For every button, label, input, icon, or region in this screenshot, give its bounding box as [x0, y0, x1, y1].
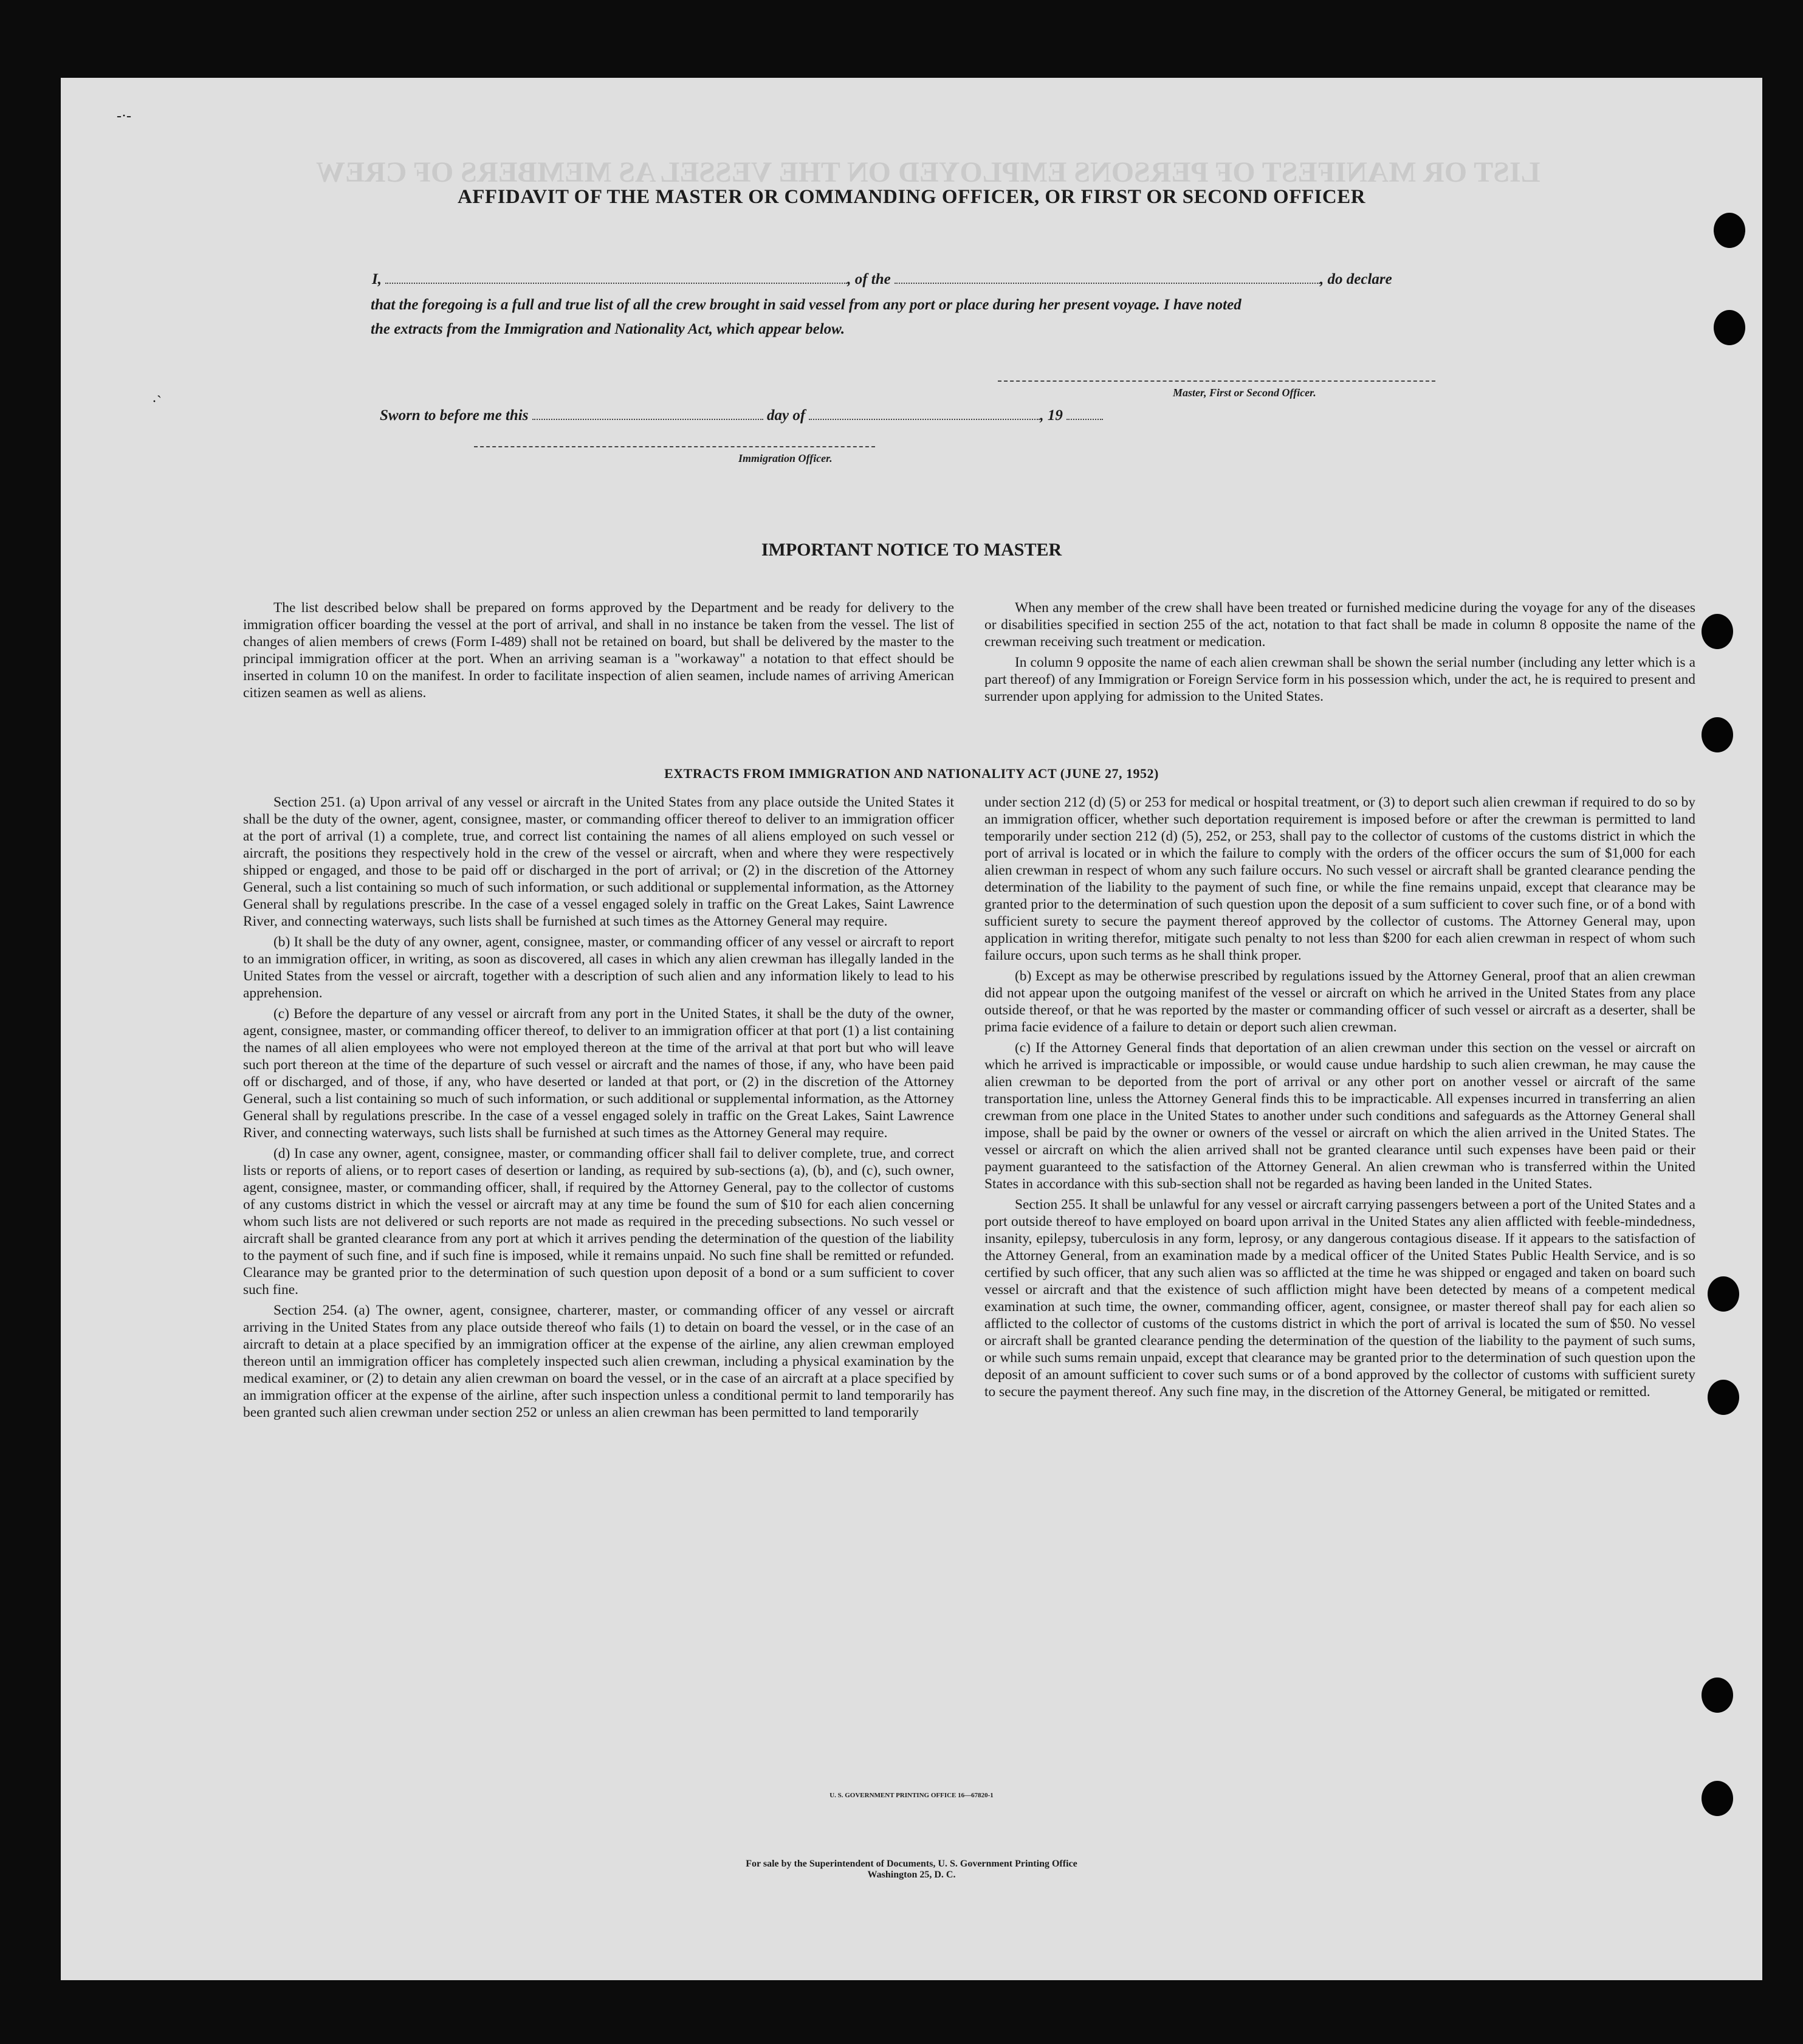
show-through-text: LIST OR MANIFEST OF PERSONS EMPLOYED ON THE VESSEL AS MEMBERS OF CREW	[316, 156, 1540, 188]
declaration-text-3: the extracts from the Immigration and Nationality Act, which appear below.	[371, 321, 845, 337]
master-signature-label: Master, First or Second Officer.	[1173, 387, 1316, 399]
sworn-line: Sworn to before me this day of , 19	[380, 407, 1103, 424]
punch-hole	[1702, 1678, 1733, 1713]
extract-paragraph: under section 212 (d) (5) or 253 for medical or hospital treatment, or (3) to deport such alien crewman if required to do so by an immigration officer, whether such deportation requirement is imposed before or after the crewman is permitted to land temporarily under section 212 (d) (5), 252, or 253, shall pay to the collector of customs of the customs district in which the port of arrival is located or in which the failure to comply with the orders of the officer occurs the sum of $1,000 for each alien crewman in respect of whom any such failure occurs. No such vessel or aircraft shall be granted clearance pending the determination of the liability to the payment of such fine, or while the fine remains unpaid, except that clearance may be granted prior to the determination of such question upon the deposit of a sum sufficient to cover such fine, or of a bond with sufficient surety to secure the payment thereof approved by the collector of customs. The Attorney General may, upon application in writing therefor, mitigate such penalty to not less than $200 for each alien crewman in respect of whom such failure occurs, upon such terms as he shall think proper.	[984, 794, 1695, 963]
sworn-day-field[interactable]	[532, 408, 763, 420]
punch-hole	[1702, 1781, 1733, 1816]
sale-notice-line-2: Washington 25, D. C.	[867, 1870, 956, 1880]
affidavit-title: AFFIDAVIT OF THE MASTER OR COMMANDING OFFICER, OR FIRST OR SECOND OFFICER	[457, 186, 1366, 208]
declaration-text-2: that the foregoing is a full and true list of all the crew brought in said vessel from any port or place during her present voyage. I have noted	[371, 297, 1241, 313]
notice-paragraph: In column 9 opposite the name of each alien crewman shall be shown the serial number (including any letter which is a part thereof) of any Immigration or Foreign Service form in his possession which, under the act, he is required to present and surrender upon applying for admission to the United States.	[984, 655, 1695, 704]
extract-paragraph: (c) Before the departure of any vessel or aircraft from any port in the United States, it shall be the duty of the owner, agent, consignee, master, or commanding officer thereof, to deliver to an immigration officer at that port (1) a list containing the names of all alien employees who were not employed thereon at the time of the arrival at that port but who will leave such port thereon at the time of the departure of such vessel or aircraft and the names of those, if any, who have been paid off or discharged, and of those, if any, who have deserted or landed at that port, or (2) in the discretion of the Attorney General, such a list containing so much of such information, or such additional or supplemental information, as the Attorney General shall by regulations prescribe. In the case of a vessel engaged solely in traffic on the Great Lakes, Saint Lawrence River, and connecting waterways, such lists shall be furnished at such times as the Attorney General may require.	[243, 1006, 954, 1141]
scan-mark: ·`	[152, 394, 162, 410]
name-field[interactable]	[385, 272, 847, 284]
notice-paragraph: The list described below shall be prepared on forms approved by the Department and be ready for delivery to the immigration officer boarding the vessel at the port of arrival, and shall in no instance be taken from the vessel. The list of changes of alien members of crews (Form I-489) shall not be retained on board, but shall be delivered by the master to the principal immigration officer at the port. When an arriving seaman is a "workaway" a notation to that effect should be inserted in column 10 on the manifest. In order to facilitate inspection of alien seamen, include names of arriving American citizen seamen as well as aliens.	[243, 600, 954, 701]
extract-paragraph: Section 255. It shall be unlawful for any vessel or aircraft carrying passengers between a port of the United States and a port outside thereof to have employed on board upon arrival in the United States any alien afflicted with feeble-mindedness, insanity, epilepsy, tuberculosis in any form, leprosy, or any dangerous contagious disease. If it appears to the satisfaction of the Attorney General, from an examination made by a medical officer of the United States Public Health Service, and is so certified by such officer, that any such alien was so afflicted at the time he was shipped or engaged and taken on board such vessel or aircraft and that the existence of such affliction might have been detected by means of a competent medical examination at such time, the owner, commanding officer, agent, consignee, or master thereof shall pay for each alien so afflicted to the collector of customs of the customs district in which the port of arrival is located the sum of $50. No vessel or aircraft shall be granted clearance pending the determination of the question of the liability to the payment of such sums, or while such sums remain unpaid, except that clearance may be granted prior to the determination of such question upon the deposit of an amount sufficient to cover such sums or of a bond approved by the collector of customs with sufficient surety to secure the payment thereof. Any such fine may, in the discretion of the Attorney General, be mitigated or remitted.	[984, 1197, 1695, 1400]
notice-right-column	[984, 599, 1695, 709]
sworn-year-field[interactable]	[1066, 408, 1103, 420]
extract-paragraph: (c) If the Attorney General finds that deportation of an alien crewman under this section on the vessel or aircraft on which he arrived is impracticable or impossible, or would cause undue hardship to such alien crewman, he may cause the alien crewman to be deported from the port of arrival or any other port on another vessel or aircraft of the same transportation line, unless the Attorney General finds this to be impracticable. All expenses incurred in transferring an alien crewman from one place in the United States to another under such conditions and safeguards as the Attorney General shall impose, shall be paid by the owner or owners of the vessel or aircraft on which the alien arrived in the United States. The vessel or aircraft on which the alien arrived shall not be granted clearance until such expenses have been paid or their payment guaranteed to the satisfaction of the Attorney General. An alien crewman who is transferred within the United States in accordance with this sub-section shall not be regarded as having been landed in the United States.	[984, 1040, 1695, 1192]
punch-hole	[1702, 717, 1733, 752]
extracts-title: EXTRACTS FROM IMMIGRATION AND NATIONALITY ACT (JUNE 27, 1952)	[664, 766, 1159, 781]
scan-mark: -·-	[117, 108, 131, 124]
declaration-line: I, , of the , do declare	[372, 271, 1392, 287]
punch-hole	[1702, 614, 1733, 649]
immigration-officer-label: Immigration Officer.	[738, 452, 833, 464]
sale-notice-line-1: For sale by the Superintendent of Documents, U. S. Government Printing Office	[746, 1859, 1077, 1869]
extract-paragraph: Section 254. (a) The owner, agent, consignee, charterer, master, or commanding officer of any vessel or aircraft arriving in the United States from any place outside thereof who fails (1) to detain on board the vessel, or in the case of an aircraft to detain at a place specified by an immigration officer at the expense of the airline, any alien crewman employed thereon until an immigration officer has completely inspected such alien crewman, including a physical examination by the medical examiner, or (2) to detain any alien crewman on board the vessel, or in the case of an aircraft at a place specified by an immigration officer at the expense of the airline, after such inspection unless a conditional permit to land temporarily has been granted such alien crewman under section 252 or unless an alien crewman has been permitted to land temporarily	[243, 1302, 954, 1420]
extract-paragraph: (b) It shall be the duty of any owner, agent, consignee, master, or commanding officer of any vessel or aircraft to report to an immigration officer, in writing, as soon as discovered, all cases in which any alien crewman has illegally landed in the United States from the vessel or aircraft, together with a description of such alien and any information likely to lead to his apprehension.	[243, 934, 954, 1001]
vessel-field[interactable]	[895, 272, 1320, 284]
form-sheet	[61, 78, 1762, 1980]
gpo-imprint: U. S. GOVERNMENT PRINTING OFFICE 16—67820-1	[829, 1792, 994, 1799]
extracts-right-column	[984, 794, 1695, 1404]
notice-left-column	[243, 599, 954, 705]
extracts-left-column	[243, 794, 954, 1425]
extract-paragraph: Section 251. (a) Upon arrival of any vessel or aircraft in the United States from any place outside the United States it shall be the duty of the owner, agent, consignee, master, or commanding officer thereof to deliver to an immigration officer at the port of arrival (1) a complete, true, and correct list containing the names of all aliens employed on such vessel or aircraft, the positions they respectively hold in the crew of the vessel or aircraft, when and where they were respectively shipped or engaged, and those to be paid off or discharged in the port of arrival; or (2) in the discretion of the Attorney General, such a list containing so much of such information, or such additional or supplemental information, as the Attorney General shall by regulations prescribe. In the case of a vessel engaged solely in traffic on the Great Lakes, Saint Lawrence River, and connecting waterways, such lists shall be furnished at such times as the Attorney General may require.	[243, 794, 954, 929]
master-signature-line[interactable]	[998, 380, 1435, 382]
sale-notice	[61, 1859, 1762, 1881]
extract-paragraph: (d) In case any owner, agent, consignee, master, or commanding officer shall fail to deliver complete, true, and correct lists or reports of aliens, or to report cases of desertion or landing, as required by sub-sections (a), (b), and (c), such owner, agent, consignee, master, or commanding officer, shall, if required by the Attorney General, pay to the collector of customs of any customs district in which the vessel or aircraft may at any time be found the sum of $10 for each alien concerning whom such lists are not delivered or such reports are not made as required in the preceding subsections. No such vessel or aircraft shall be granted clearance from any port at which it arrives pending the determination of the question of the liability to the payment of such fine, and if such fine is imposed, while it remains unpaid. No such fine shall be remitted or refunded. Clearance may be granted prior to the determination of such question upon deposit of a bond or a sum sufficient to cover such fine.	[243, 1146, 954, 1298]
notice-title: IMPORTANT NOTICE TO MASTER	[761, 540, 1062, 560]
sworn-month-field[interactable]	[809, 408, 1040, 420]
punch-hole	[1708, 1276, 1739, 1312]
immigration-officer-line[interactable]	[474, 446, 875, 447]
punch-hole	[1708, 1380, 1739, 1415]
notice-paragraph: When any member of the crew shall have been treated or furnished medicine during the voyage for any of the diseases or disabilities specified in section 255 of the act, notation to that fact shall be made in column 8 opposite the name of the crewman receiving such treatment or medication.	[984, 600, 1695, 650]
extract-paragraph: (b) Except as may be otherwise prescribed by regulations issued by the Attorney General, proof that an alien crewman did not appear upon the outgoing manifest of the vessel or aircraft on which he arrived in the United States from any place outside thereof, or that he was reported by the master or commanding officer of such vessel or aircraft as a deserter, shall be prima facie evidence of a failure to detain or deport such alien crewman.	[984, 968, 1695, 1035]
punch-hole	[1714, 213, 1745, 248]
punch-hole	[1714, 310, 1745, 345]
